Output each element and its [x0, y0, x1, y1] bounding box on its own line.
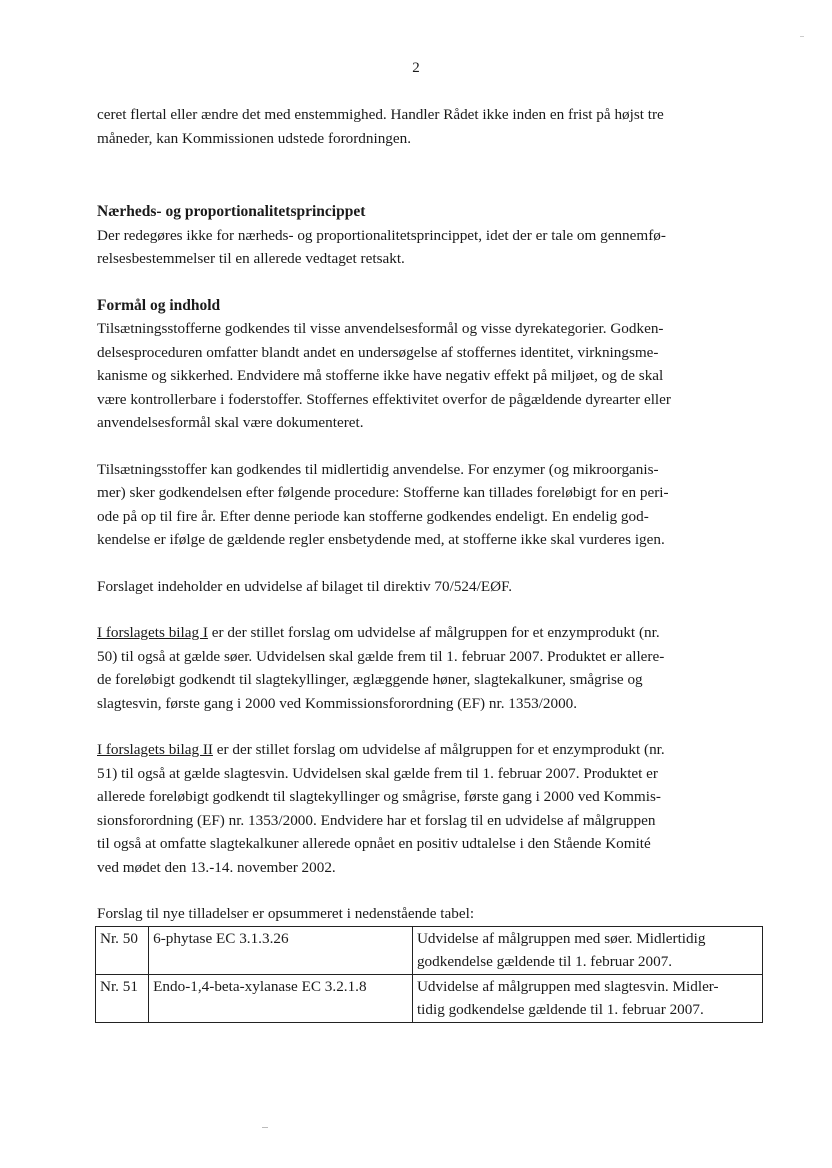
permits-table	[95, 926, 763, 1023]
text-line: ceret flertal eller ændre det med enstemmighed. Handler Rådet ikke inden en frist på højst tre	[97, 106, 664, 123]
subsidiarity-paragraph	[97, 224, 747, 271]
table-cell-description	[412, 974, 762, 1022]
intro-paragraph	[97, 103, 747, 150]
text-fragment: er der stillet forslag om udvidelse af målgruppen for et enzymprodukt (nr.	[207, 624, 660, 641]
document-body	[97, 103, 747, 1023]
text-line	[97, 738, 747, 762]
text-line: til også at omfatte slagtekalkuner allerede opnået en positiv udtalelse i den Stående Komité	[97, 835, 651, 852]
annex-2-paragraph	[97, 738, 747, 879]
text-line: måneder, kan Kommissionen udstede forordningen.	[97, 129, 412, 147]
text-line: kanisme og sikkerhed. Endvidere må stofferne ikke have negativ effekt på miljøet, og de skal	[97, 367, 664, 384]
text-line: Udvidelse af målgruppen med slagtesvin. Midler-	[416, 977, 719, 995]
text-line: ved mødet den 13.-14. november 2002.	[97, 858, 336, 876]
scan-speck	[262, 1127, 268, 1128]
section-heading-subsidiarity: Nærheds- og proportionalitetsprincippet	[97, 203, 366, 220]
text-line: Udvidelse af målgruppen med søer. Midlertidig	[416, 929, 706, 947]
table-row	[96, 974, 763, 1022]
text-line: ode på op til fire år. Efter denne periode kan stofferne godkendes endeligt. En endelig god-	[97, 507, 649, 525]
text-line: mer) sker godkendelsen efter følgende procedure: Stofferne kan tillades foreløbigt for en peri-	[97, 484, 669, 501]
table-cell-nr: Nr. 50	[96, 926, 149, 974]
text-line: anvendelsesformål skal være dokumenteret.	[97, 414, 364, 431]
text-line: kendelse er ifølge de gældende regler ensbetydende med, at stofferne ikke skal vurderes igen.	[97, 531, 665, 548]
text-line: delsesproceduren omfatter blandt andet en undersøgelse af stoffernes identitet, virkningsme-	[97, 343, 659, 361]
annex-1-paragraph	[97, 621, 747, 715]
text-line: Forslaget indeholder en udvidelse af bilaget til direktiv 70/524/EØF.	[97, 577, 513, 595]
annex-2-reference: I forslagets bilag II	[97, 741, 213, 758]
text-fragment: er der stillet forslag om udvidelse af målgruppen for et enzymprodukt (nr.	[212, 741, 665, 758]
table-cell-enzyme: Endo-1,4-beta-xylanase EC 3.2.1.8	[149, 974, 413, 1022]
text-line: Tilsætningsstoffer kan godkendes til midlertidig anvendelse. For enzymer (og mikroorganis-	[97, 460, 659, 478]
text-line: 50) til også at gælde søer. Udvidelsen skal gælde frem til 1. februar 2007. Produktet er allere-	[97, 647, 665, 665]
purpose-paragraph-3	[97, 575, 747, 599]
text-line: 51) til også at gælde slagtesvin. Udvidelsen skal gælde frem til 1. februar 2007. Produktet er	[97, 764, 658, 782]
purpose-paragraph-2	[97, 458, 747, 552]
table-cell-enzyme: 6-phytase EC 3.1.3.26	[149, 926, 413, 974]
purpose-paragraph-1	[97, 317, 747, 435]
text-line: godkendelse gældende til 1. februar 2007.	[416, 953, 673, 970]
annex-1-reference: I forslagets bilag I	[97, 624, 208, 641]
table-cell-description	[412, 926, 762, 974]
text-line: tidig godkendelse gældende til 1. februar 2007.	[416, 1001, 704, 1018]
scan-speck	[800, 36, 804, 37]
text-line: relsesbestemmelser til en allerede vedtaget retsakt.	[97, 250, 405, 267]
text-line: være kontrollerbare i foderstoffer. Stoffernes effektivitet overfor de pågældende dyrearter eller	[97, 390, 671, 408]
text-line: Tilsætningsstofferne godkendes til visse anvendelsesformål og visse dyrekategorier. Godken-	[97, 320, 664, 337]
text-line	[97, 621, 747, 645]
table-cell-nr: Nr. 51	[96, 974, 149, 1022]
page-number: 2	[412, 60, 420, 76]
text-line: sionsforordning (EF) nr. 1353/2000. Endvidere har et forslag til en udvidelse af målgruppen	[97, 811, 656, 829]
table-intro	[97, 902, 747, 926]
section-heading-purpose: Formål og indhold	[97, 296, 221, 314]
text-line: allerede foreløbigt godkendt til slagtekyllinger og smågrise, første gang i 2000 ved Kommis-	[97, 788, 661, 805]
text-line: de foreløbigt godkendt til slagtekyllinger, æglæggende høner, slagtekalkuner, smågrise og	[97, 671, 643, 688]
text-line: slagtesvin, første gang i 2000 ved Kommissionsforordning (EF) nr. 1353/2000.	[97, 694, 578, 712]
text-line: Forslag til nye tilladelser er opsummeret i nedenstående tabel:	[97, 905, 475, 922]
table-row	[96, 926, 763, 974]
text-line: Der redegøres ikke for nærheds- og proportionalitetsprincippet, idet der er tale om gennemfø-	[97, 226, 666, 244]
